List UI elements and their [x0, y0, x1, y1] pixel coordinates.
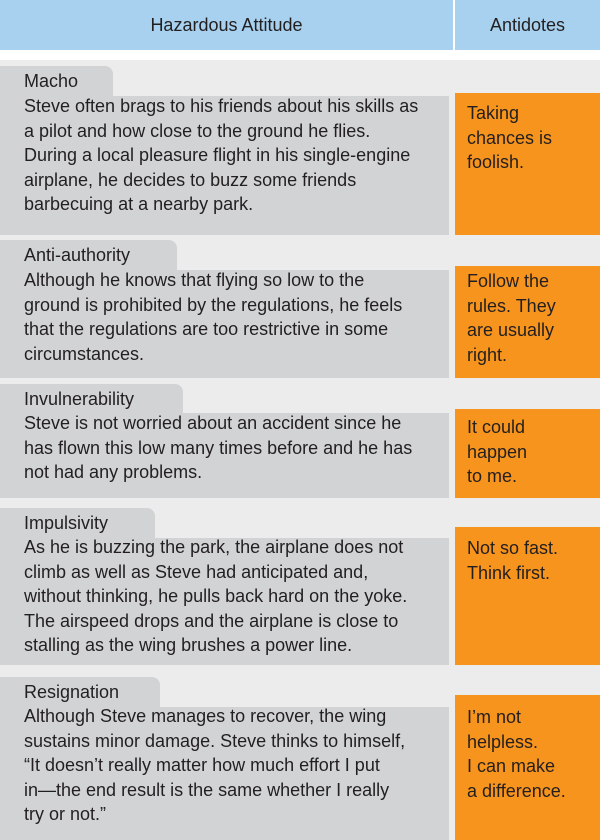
antidote-text: I’m not helpless. I can make a difference.: [467, 707, 566, 801]
antidote-text: Follow the rules. They are usually right.: [467, 271, 556, 365]
attitude-label: Macho: [0, 66, 113, 96]
scenario-text: Steve often brags to his friends about his skills as a pilot and how close to the ground he flies. During a local pleasure flight in his single-engine airplane, he decides to buzz some friends barbecuing at a nearby park.: [24, 96, 419, 214]
antidote-text: Not so fast. Think first.: [467, 538, 559, 583]
table-row: [0, 378, 600, 498]
scenario-text: Although he knows that flying so low to the ground is prohibited by the regulations, he feels that the regulations are too restrictive in some circumstances.: [24, 270, 403, 364]
antidote-box: [455, 266, 600, 378]
attitude-label: Impulsivity: [0, 508, 155, 538]
attitude-label: Resignation: [0, 677, 160, 707]
scenario-text: Although Steve manages to recover, the wing sustains minor damage. Steve thinks to himself, “It doesn’t really matter how much effort I put in—the end result is the same whether I really try or not.”: [24, 706, 406, 824]
antidote-box: [455, 409, 600, 498]
attitude-label: Anti-authority: [0, 240, 177, 270]
scenario-text: As he is buzzing the park, the airplane does not climb as well as Steve had anticipated and, without thinking, he pulls back hard on the yoke. The airspeed drops and the airplane is close to stalling as the wing brushes a power line.: [24, 537, 408, 655]
scenario-text: Steve is not worried about an accident since he has flown this low many times before and he has not had any problems.: [24, 413, 413, 482]
table-header: [0, 0, 600, 50]
header-hazardous-attitude: Hazardous Attitude: [150, 14, 303, 35]
antidote-box: [455, 527, 600, 665]
antidote-text: Taking chances is foolish.: [467, 103, 553, 172]
antidote-box: [455, 93, 600, 235]
table-row: [0, 498, 600, 665]
table-row: [0, 235, 600, 378]
table-row: [0, 60, 600, 235]
header-antidotes: Antidotes: [489, 14, 566, 35]
attitude-label: Invulnerability: [0, 384, 183, 414]
table-row: [0, 665, 600, 840]
antidote-text: It could happen to me.: [467, 417, 528, 486]
antidote-box: [455, 695, 600, 840]
